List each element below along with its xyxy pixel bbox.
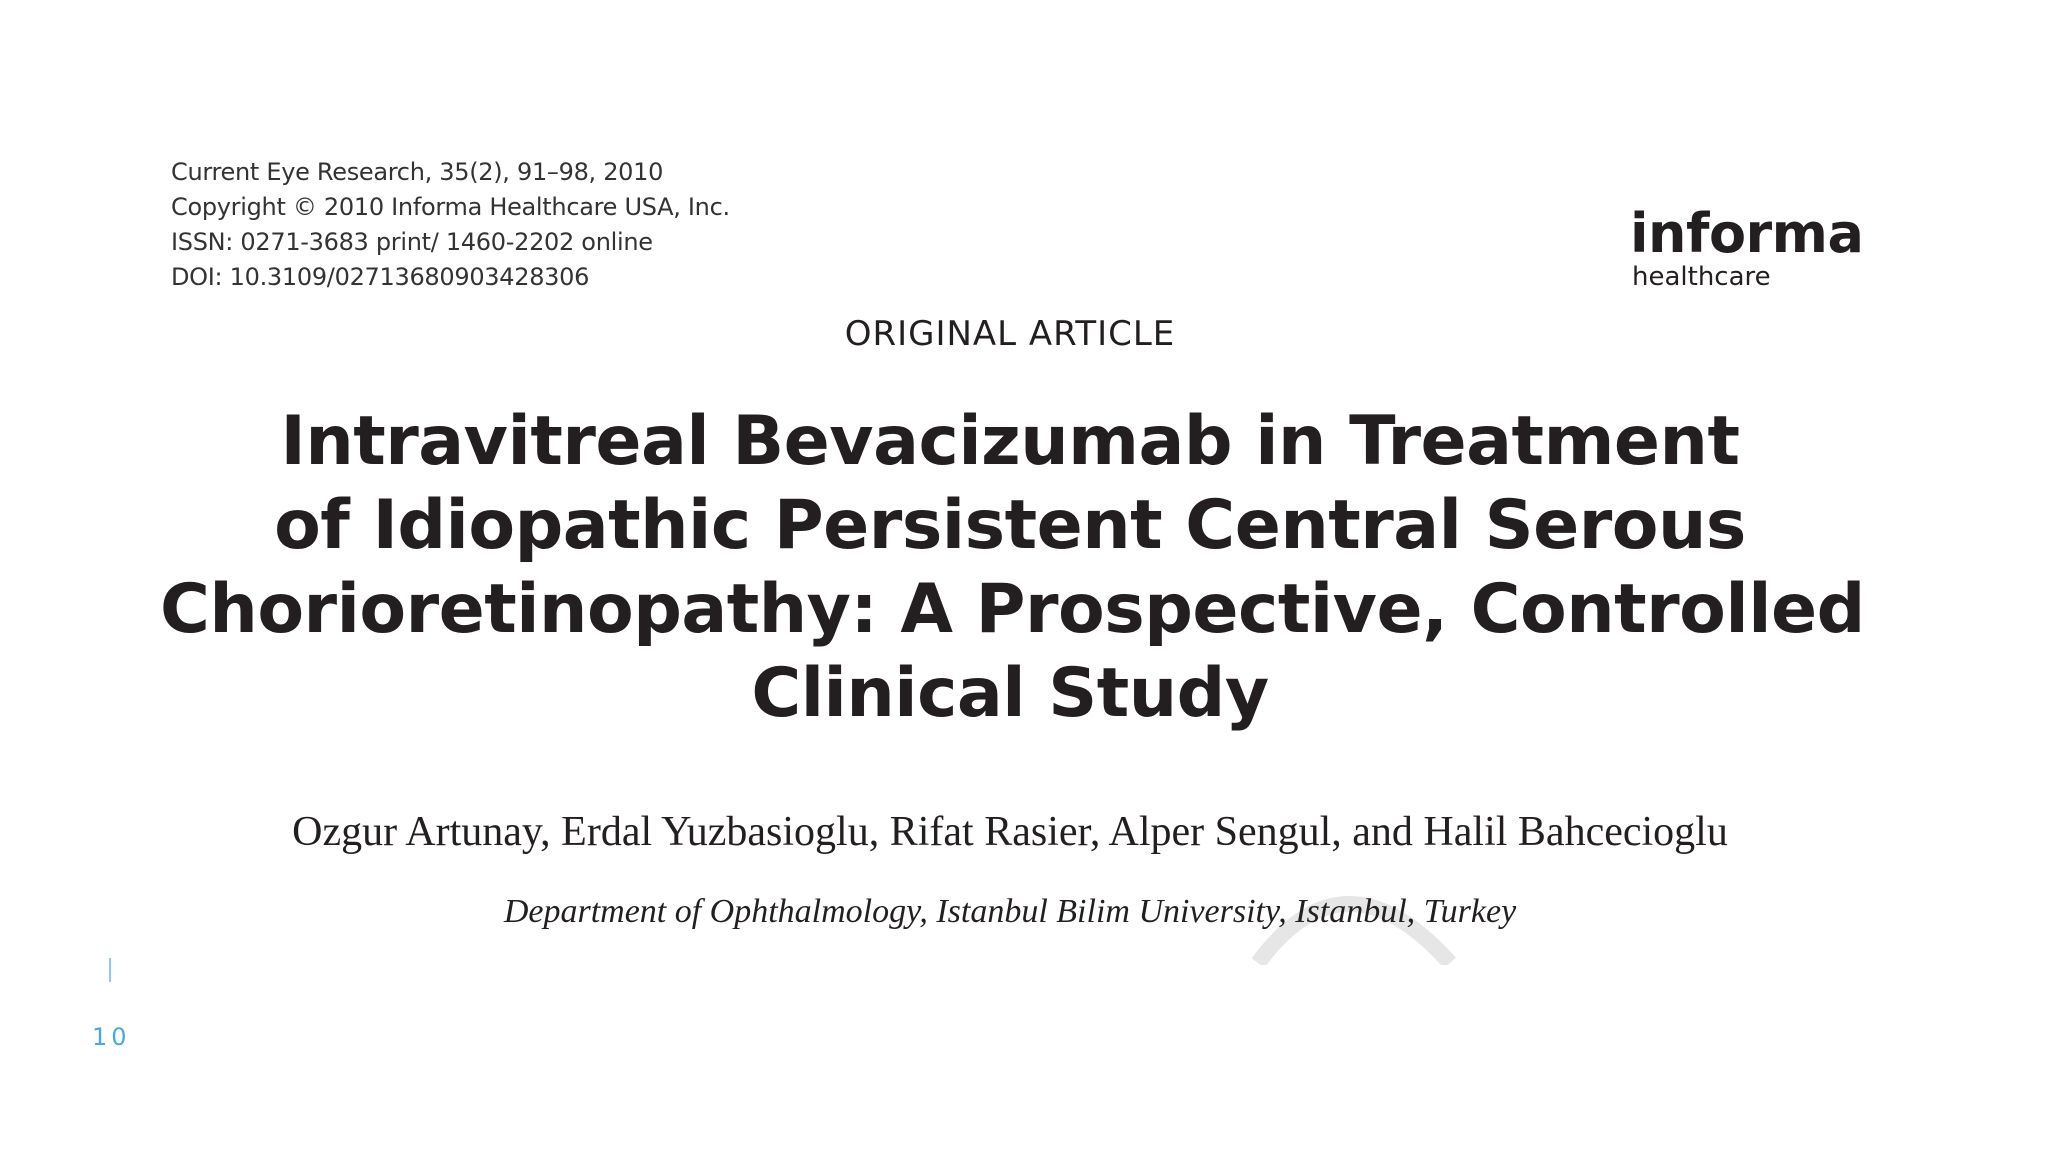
paper-title-line: Clinical Study xyxy=(751,654,1269,733)
paper-title-line: Chorioretinopathy: A Prospective, Controlled xyxy=(160,570,1865,649)
page-number: 10 xyxy=(92,1023,131,1051)
paper-title-line: of Idiopathic Persistent Central Serous xyxy=(274,486,1746,565)
article-type-label: ORIGINAL ARTICLE xyxy=(844,314,1176,354)
paper-title-line: Intravitreal Bevacizumab in Treatment xyxy=(280,402,1740,481)
copyright-notice: Copyright © 2010 Informa Healthcare USA, Inc. xyxy=(171,193,730,221)
issn-info: ISSN: 0271-3683 print/ 1460-2202 online xyxy=(171,228,653,256)
paper-title xyxy=(160,400,1865,736)
publication-info xyxy=(171,155,730,295)
journal-citation: Current Eye Research, 35(2), 91–98, 2010 xyxy=(171,158,664,186)
page-marker xyxy=(109,958,111,982)
publisher-logo-wordmark: informa xyxy=(1630,202,1864,265)
doi-info: DOI: 10.3109/02713680903428306 xyxy=(171,263,590,291)
publisher-logo-subtitle: healthcare xyxy=(1632,262,1771,292)
publisher-logo xyxy=(1630,202,1864,292)
author-affiliation: Department of Ophthalmology, Istanbul Bilim University, Istanbul, Turkey xyxy=(503,893,1517,930)
author-list: Ozgur Artunay, Erdal Yuzbasioglu, Rifat Rasier, Alper Sengul, and Halil Bahcecioglu xyxy=(292,809,1728,855)
